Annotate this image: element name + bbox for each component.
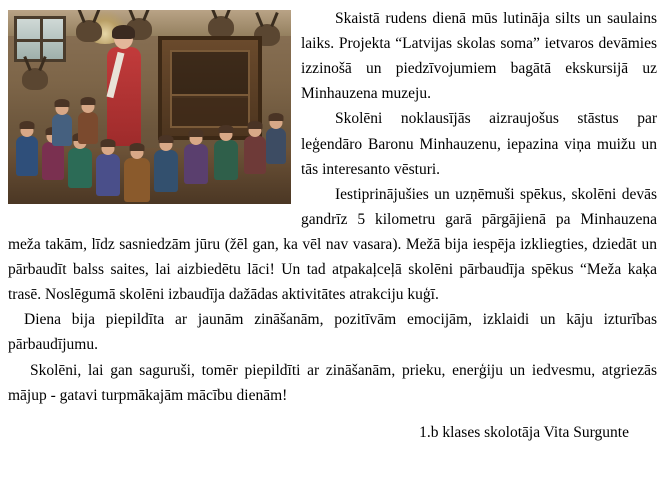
student-figure xyxy=(96,154,120,196)
student-head xyxy=(160,138,173,151)
student-figure xyxy=(184,144,208,184)
student-head xyxy=(249,124,262,137)
student-head xyxy=(102,142,115,155)
student-figure xyxy=(266,128,286,164)
museum-guide xyxy=(104,28,144,146)
student-figure xyxy=(68,148,92,188)
paragraph-2: Skolēni noklausījās aizraujošus stāstus par leģendāro Baronu Minhauzenu, iepazina viņa muižu un tās interesanto vēsturi. xyxy=(301,110,657,178)
deer-trophy-icon xyxy=(22,68,48,90)
deer-trophy-icon xyxy=(76,20,102,42)
paragraph-5: Skolēni, lai gan saguruši, tomēr piepildīti ar zināšanām, prieku, enerģiju un iedvesmu, atgriezās mājup - gatavi turpmākajām mācību dienām! xyxy=(8,361,657,404)
excursion-photo xyxy=(8,10,291,204)
deer-trophy-icon xyxy=(208,16,234,38)
author-signature: 1.b klases skolotāja Vita Surgunte xyxy=(419,423,629,441)
wooden-cabinet xyxy=(158,36,262,140)
student-figure xyxy=(214,140,238,180)
photo-window xyxy=(14,16,66,62)
student-figure xyxy=(244,136,266,174)
student-figure xyxy=(154,150,178,192)
paragraph-4: Diena bija piepildīta ar jaunām zināšanām, pozitīvām emocijām, izklaidi un kāju izturības pārbaudījumu. xyxy=(8,311,657,354)
paragraph-1: Skaistā rudens dienā mūs lutināja silts un saulains laiks. Projekta “Latvijas skolas soma” ietvaros devāmies izzinošā un piedzīvojumiem bagātā ekskursijā uz Minhauzena muzeju. xyxy=(301,10,657,103)
student-head xyxy=(270,116,283,129)
paragraph-3: Iestiprinājušies un uzņēmuši spēkus, skolēni devās gandrīz 5 kilometru garā pārgājienā pa Minhauzena meža takām, līdz sasniedzām jūru (žēl gan, ka vēl nav vasara). Mežā bija iespēja izkliegties, dziedāt un pārbaudīt balss saites, lai aizbiedētu lāci! Un tad atpakaļceļā skolēni pārbaudīja spēkus “Meža kaķa trasē. Noslēgumā skolēni izbaudīja dažādas aktivitātes atrakciju kuģī. xyxy=(8,185,657,304)
student-figure xyxy=(124,158,150,202)
student-head xyxy=(220,128,233,141)
student-head xyxy=(82,100,95,113)
student-figure xyxy=(52,114,72,146)
student-head xyxy=(21,124,34,137)
student-head xyxy=(190,132,203,145)
student-head xyxy=(131,146,144,159)
student-figure xyxy=(78,112,98,144)
student-head xyxy=(56,102,69,115)
student-figure xyxy=(42,142,64,180)
guide-hair xyxy=(112,25,135,39)
student-figure xyxy=(16,136,38,176)
